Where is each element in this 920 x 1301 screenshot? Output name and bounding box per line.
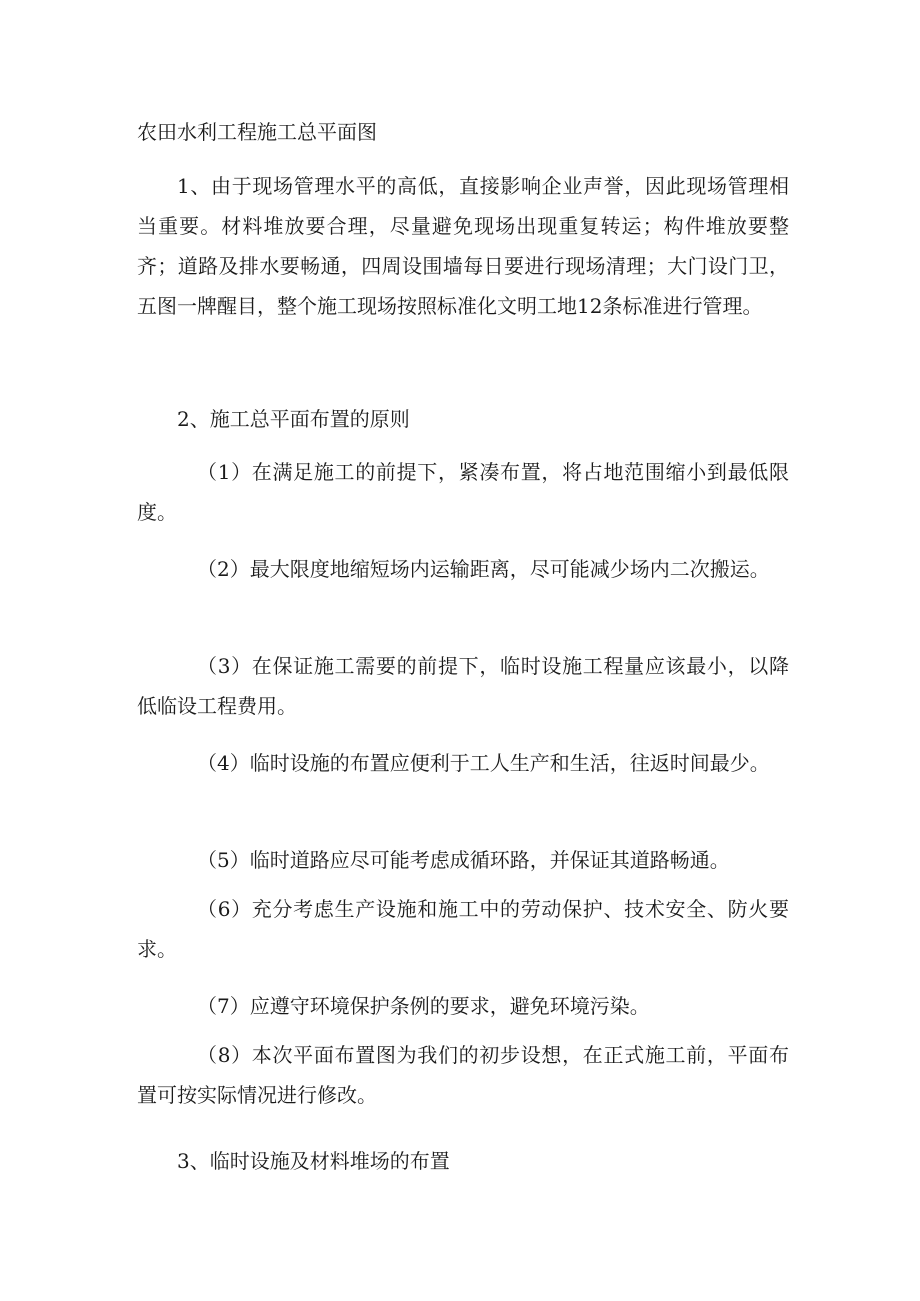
principle-item-5: （5）临时道路应尽可能考虑成循环路，并保证其道路畅通。	[197, 848, 730, 872]
section-heading-layout-principles: 2、施工总平面布置的原则	[177, 407, 410, 431]
principle-item-2: （2）最大限度地缩短场内运输距离，尽可能减少场内二次搬运。	[197, 557, 770, 581]
principle-item-4: （4）临时设施的布置应便利于工人生产和生活，往返时间最少。	[197, 751, 770, 775]
principle-item-7: （7）应遵守环境保护条例的要求，避免环境污染。	[197, 994, 650, 1018]
principle-item-8: （8）本次平面布置图为我们的初步设想，在正式施工前，平面布置可按实际情况进行修改。	[137, 1043, 789, 1107]
section-heading-temporary-facilities: 3、临时设施及材料堆场的布置	[177, 1149, 450, 1173]
principle-item-6: （6）充分考虑生产设施和施工中的劳动保护、技术安全、防火要求。	[137, 897, 789, 961]
principle-item-3: （3）在保证施工需要的前提下，临时设施工程量应该最小，以降低临设工程费用。	[137, 654, 789, 718]
principle-item-1: （1）在满足施工的前提下，紧凑布置，将占地范围缩小到最低限度。	[137, 460, 789, 524]
document-title: 农田水利工程施工总平面图	[137, 120, 377, 144]
paragraph-site-management: 1、由于现场管理水平的高低，直接影响企业声誉，因此现场管理相当重要。材料堆放要合理，尽量避免现场出现重复转运；构件堆放要整齐；道路及排水要畅通，四周设围墙每日要进行现场清理；大门设门卫，五图一牌醒目，整个施工现场按照标准化文明工地12条标准进行管理。	[137, 174, 789, 318]
